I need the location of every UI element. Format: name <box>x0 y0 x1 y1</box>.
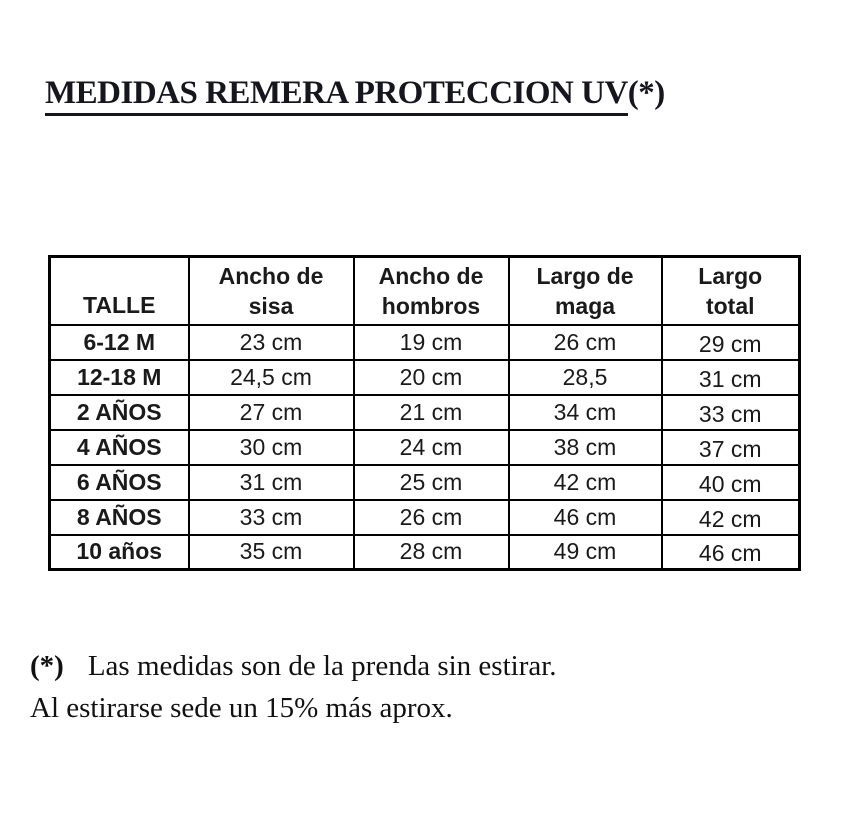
cell-ancho-sisa: 31 cm <box>189 465 354 500</box>
cell-ancho-hombros: 20 cm <box>354 360 509 395</box>
page-title-text: MEDIDAS REMERA PROTECCION UV <box>45 75 628 116</box>
header-label: Ancho de <box>218 262 324 289</box>
header-label: Largo <box>698 262 763 289</box>
cell-talle: 12-18 M <box>50 360 189 395</box>
cell-ancho-hombros: 24 cm <box>354 430 509 465</box>
cell-largo-total: 42 cm <box>662 500 800 535</box>
table-row <box>50 360 800 395</box>
cell-talle: 4 AÑOS <box>50 430 189 465</box>
cell-ancho-hombros: 26 cm <box>354 500 509 535</box>
footnote-marker: (*) <box>30 650 64 682</box>
cell-largo-total: 46 cm <box>662 535 800 570</box>
table-row <box>50 465 800 500</box>
header-label: maga <box>554 292 616 319</box>
cell-talle: 10 años <box>50 535 189 570</box>
cell-talle: 6 AÑOS <box>50 465 189 500</box>
cell-largo-total: 33 cm <box>662 395 800 430</box>
cell-ancho-sisa: 24,5 cm <box>189 360 354 395</box>
header-talle <box>50 257 189 325</box>
footnote-text-1: Las medidas son de la prenda sin estirar. <box>87 650 557 682</box>
table-row <box>50 535 800 570</box>
header-label: sisa <box>248 292 294 319</box>
header-ancho-hombros <box>354 257 509 325</box>
table-row <box>50 430 800 465</box>
header-label: Ancho de <box>378 262 484 289</box>
cell-largo-total: 29 cm <box>662 325 800 360</box>
cell-talle: 8 AÑOS <box>50 500 189 535</box>
cell-largo-maga: 28,5 <box>509 360 662 395</box>
page-title <box>45 74 665 112</box>
cell-largo-maga: 49 cm <box>509 535 662 570</box>
cell-largo-maga: 46 cm <box>509 500 662 535</box>
cell-ancho-sisa: 33 cm <box>189 500 354 535</box>
footnote-line-1 <box>30 645 557 687</box>
header-ancho-sisa <box>189 257 354 325</box>
size-table <box>48 255 801 571</box>
cell-ancho-sisa: 27 cm <box>189 395 354 430</box>
cell-ancho-sisa: 35 cm <box>189 535 354 570</box>
header-label: total <box>705 292 755 319</box>
cell-largo-maga: 34 cm <box>509 395 662 430</box>
header-label: hombros <box>381 292 481 319</box>
footnote-text-2: Al estirarse sede un 15% más aprox. <box>30 692 453 724</box>
table-row <box>50 500 800 535</box>
cell-largo-total: 31 cm <box>662 360 800 395</box>
header-label: TALLE <box>83 291 156 318</box>
footnote <box>30 645 557 729</box>
header-largo-maga <box>509 257 662 325</box>
cell-largo-maga: 42 cm <box>509 465 662 500</box>
cell-ancho-sisa: 30 cm <box>189 430 354 465</box>
cell-talle: 6-12 M <box>50 325 189 360</box>
table-row <box>50 325 800 360</box>
cell-ancho-hombros: 25 cm <box>354 465 509 500</box>
cell-talle: 2 AÑOS <box>50 395 189 430</box>
header-largo-total <box>662 257 800 325</box>
page-title-footnote-marker: (*) <box>627 75 665 111</box>
cell-largo-maga: 38 cm <box>509 430 662 465</box>
cell-ancho-hombros: 19 cm <box>354 325 509 360</box>
cell-largo-total: 40 cm <box>662 465 800 500</box>
header-label: Largo de <box>536 262 634 289</box>
cell-ancho-sisa: 23 cm <box>189 325 354 360</box>
table-row <box>50 395 800 430</box>
cell-largo-total: 37 cm <box>662 430 800 465</box>
cell-largo-maga: 26 cm <box>509 325 662 360</box>
table-header-row <box>50 257 800 325</box>
cell-ancho-hombros: 21 cm <box>354 395 509 430</box>
cell-ancho-hombros: 28 cm <box>354 535 509 570</box>
